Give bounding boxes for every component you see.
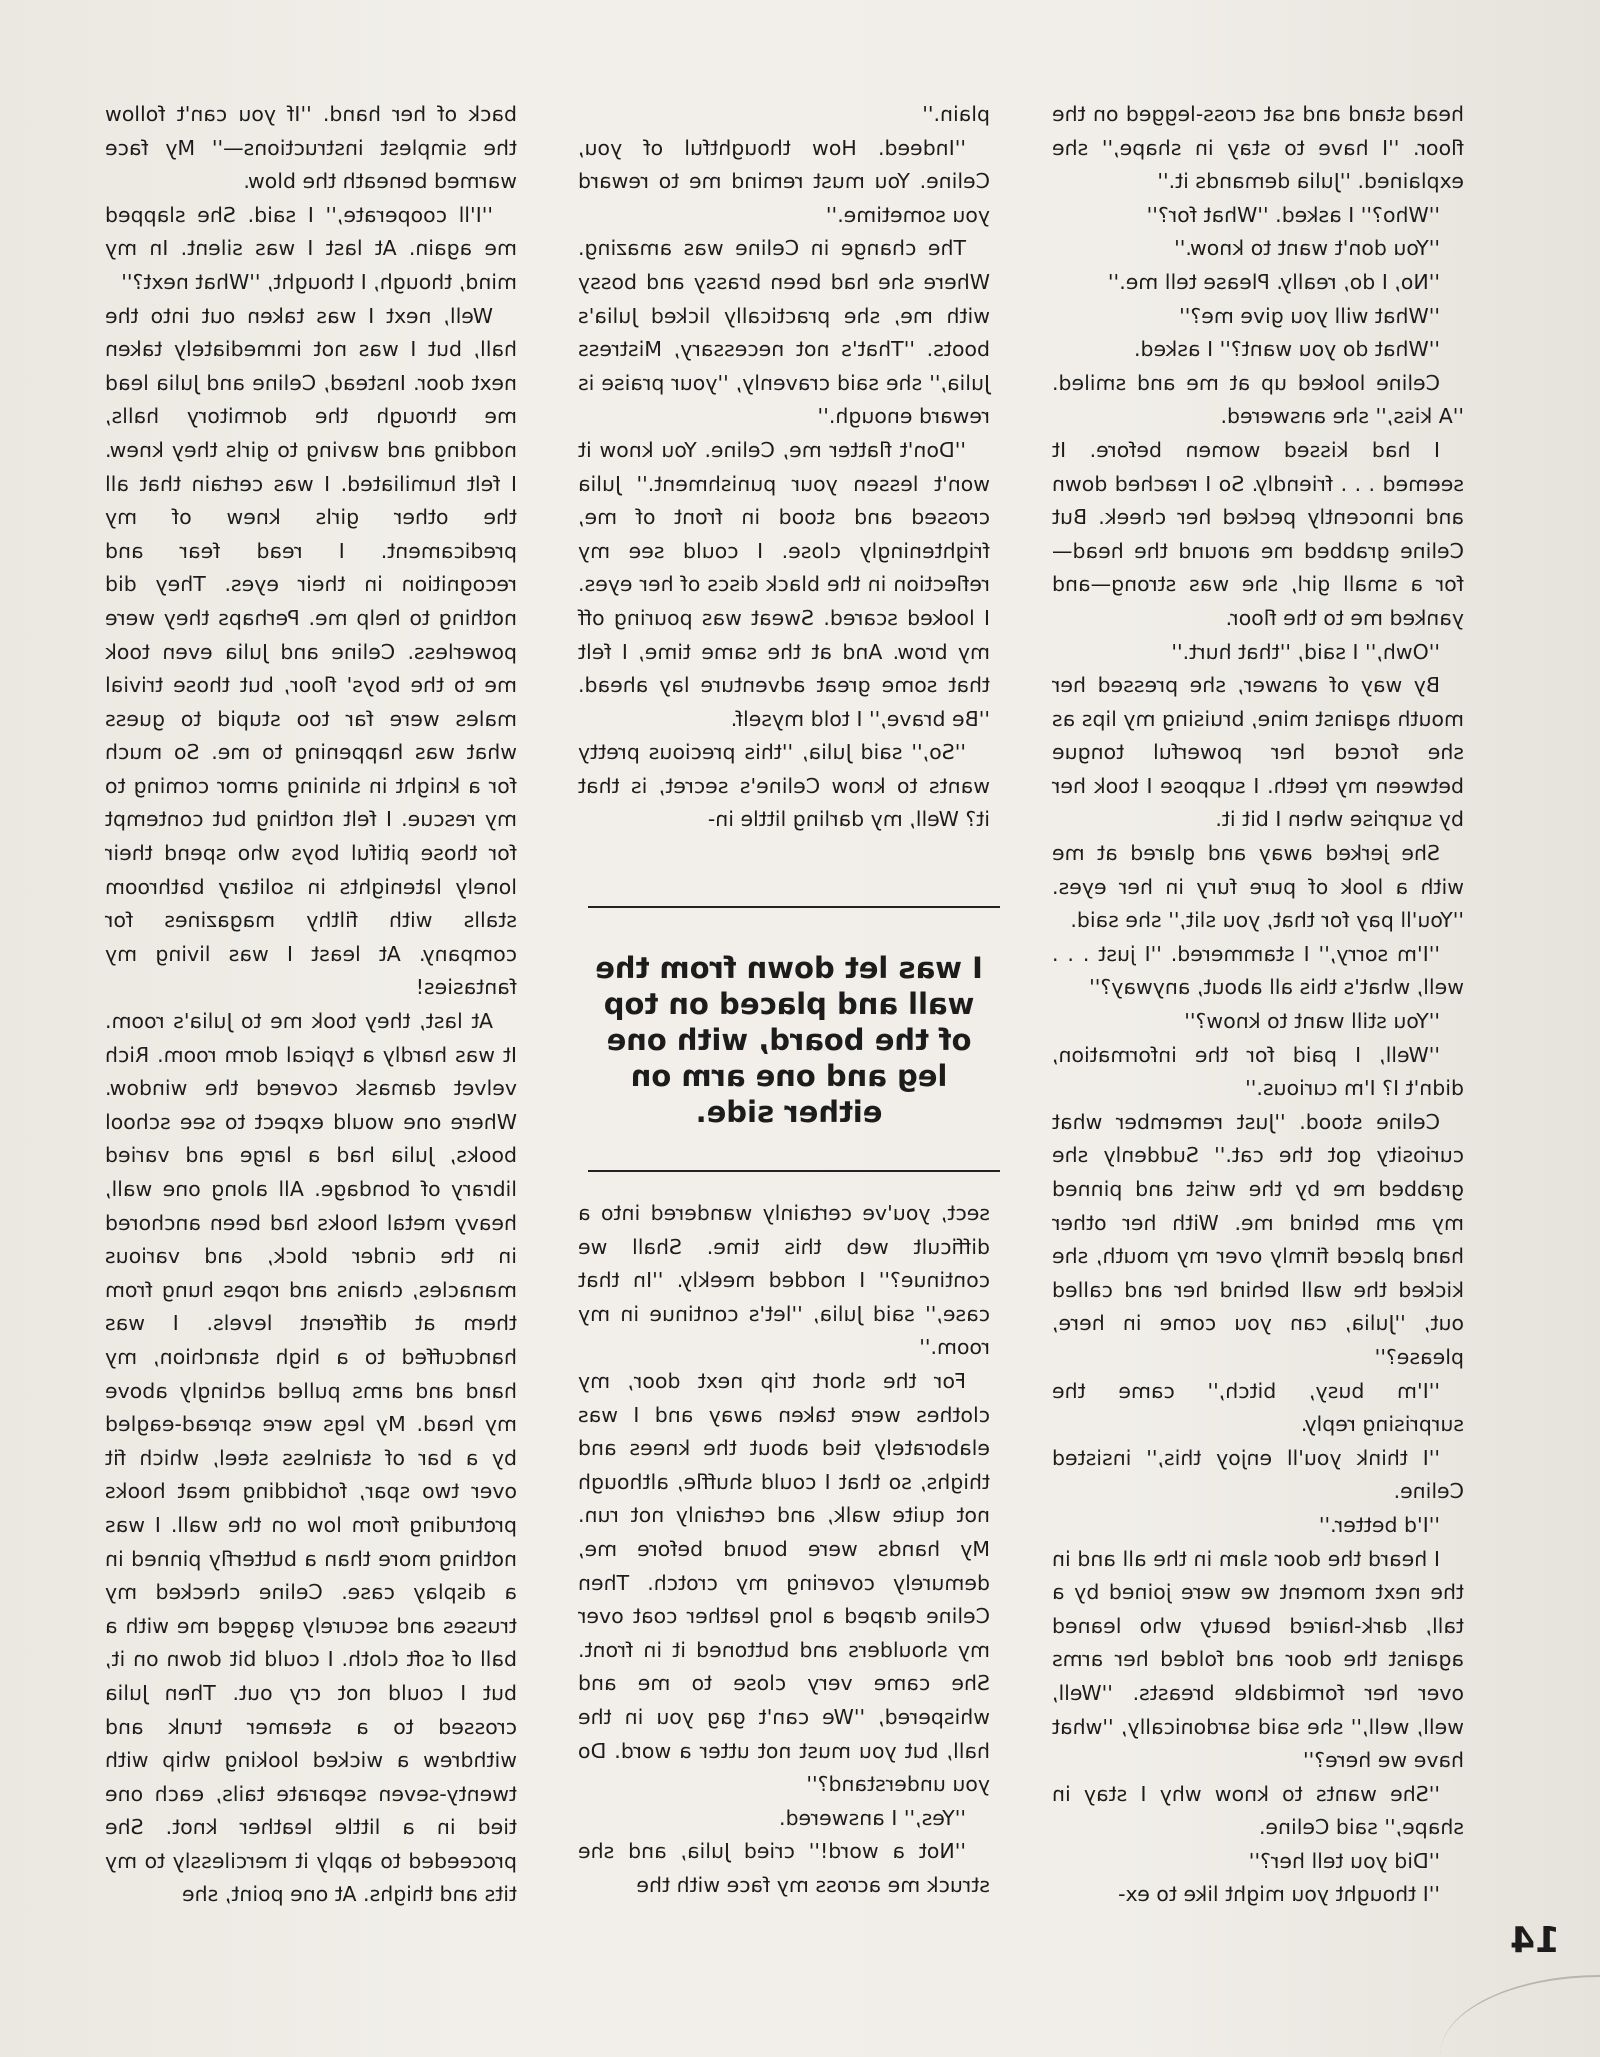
col1-paragraph: I heard the door slam in the all and in the next moment we were joined by a tall, dark-haired beauty who leaned against the door and folded her arms over her formidable breasts. ''Well, well, well,'' she said sardonically, ''what have we here?'': [1052, 1546, 1464, 1773]
col1-paragraph: ''I think you'll enjoy this,'' insisted Celine.: [1052, 1445, 1464, 1504]
column-3: [105, 98, 517, 1912]
col1-paragraph: Celine stood. ''Just remember what curiosity got the cat.'' Suddenly she grabbed me by the wrist and pinned my arm behind me. With her other hand placed firmly over my mouth, she kicked the wall behind her and called out, ''Julia, can you come in here, please?'': [1052, 1109, 1464, 1369]
column-2-continued: [578, 1197, 990, 1902]
col2-paragraph: ''Don't flatter me, Celine. You know it won't lessen your punishment.'' Julia crossed and stood in front of me, frighteningly close. I could see my reflection in the black discs of her eyes. I looked scared. Sweat was pouring off my brow. And at the same time, I felt that some great adventure lay ahead. ''Be brave,'' I told myself.: [578, 437, 990, 731]
page-number: 14: [1509, 1920, 1560, 1961]
col2-paragraph: plain.'': [922, 102, 990, 126]
col1-paragraph: ''You still want to know?'': [1184, 1009, 1440, 1034]
col1-paragraph: ''I thought you might like to ex-: [1118, 1882, 1440, 1907]
col3-paragraph: back of her hand. ''If you can't follow the simplest instructions—'' My face warmed beneath the blow.: [105, 102, 517, 194]
pull-quote-top-rule: [588, 906, 1000, 908]
column-1: [1052, 98, 1464, 1912]
col1-paragraph: ''I'd better.'': [1318, 1512, 1440, 1537]
column-2: [578, 98, 990, 837]
col1-paragraph: ''Well, I paid for the information, didn't I? I'm curious.'': [1052, 1042, 1464, 1101]
pull-quote: I was let down from the wall and placed on top of the board, with one leg and one arm on either side.: [595, 951, 983, 1129]
col2-paragraph: For the short trip next door, my clothes were taken away and I was elaborately tied about the knees and thighs, so that I could shuffle, although not quite walk, and certainly not run. My hands were bound before me, demurely covering my crotch. Then Celine draped a long leather coat over my shoulders and buttoned it in front. She came very close to me and whispered, ''We can't gag you in the hall, but you must not utter a word. Do you understand?'': [578, 1368, 990, 1797]
col2-paragraph: ''So,'' said Julia, ''this precious pretty wants to know Celine's secret, is that it? Well, my darling little in-: [578, 740, 990, 832]
col1-paragraph: ''What will you give me?'': [1179, 303, 1440, 328]
col2-paragraph: ''Yes,'' I answered.: [779, 1805, 966, 1830]
col1-paragraph: ''I'm busy, bitch,'' came the surprising reply.: [1052, 1378, 1464, 1437]
col3-paragraph: ''I'll cooperate,'' I said. She slapped me again. At last I was silent. In my mind, though, I thought, ''What next?'': [105, 202, 517, 294]
col1-paragraph: ''Who?'' I asked. ''What for?'': [1146, 202, 1440, 227]
col1-paragraph: She jerked away and glared at me with a look of pure fury in her eyes. ''You'll pay for that, you slit,'' she said.: [1052, 841, 1464, 933]
col2-paragraph: sect, you've certainly wandered into a difficult web this time. Shall we continue?'' I nodded meekly. ''In that case,'' said Julia, ''let's continue in my room.'': [578, 1201, 990, 1360]
col1-paragraph: ''What do you want?'' I asked.: [1133, 337, 1440, 362]
col2-paragraph: The change in Celine was amazing. Where she had been brassy and bossy with me, she practically licked Julia's boots. ''That's not necessary, Mistress Julia,'' she said cravenly, ''your praise is reward enough.'': [578, 236, 990, 429]
col3-paragraph: Well, next I was taken out into the hall, but I was not immediately taken next door. Instead, Celine and Julia lead me through the dormitory halls, nodding and waving to girls they knew. I felt humiliated. I was certain that all the other girls knew of my predicament. I read fear and recognition in their eyes. They did nothing to help me. Perhaps they were powerless. Celine and Julia even took me to the boys' floor, but those trivial males were far too stupid to guess what was happening to me. So much for a knight in shining armor coming to my rescue. I felt nothing but contempt for those pitiful boys who spend their lonely latenights in solitary bathroom stalls with filthy magazines for company. At least I was living my fantasies!: [105, 303, 517, 1000]
col2-paragraph: ''Indeed. How thoughtful of you, Celine. You must remind me to reward you sometime.'': [578, 135, 990, 227]
col1-paragraph: ''No, I do, really. Please tell me.'': [1107, 269, 1440, 294]
col1-paragraph: By way of answer, she pressed her mouth against mine, bruising my lips as she forced her powerful tongue between my teeth. I suppose I took her by surprise when I bit it.: [1052, 673, 1464, 832]
col3-paragraph: At last, they took me to Julia's room. It was hardly a typical dorm room. Rich velvet damask covered the window. Where one would expect to see school books, Julia had a large and varied library of bondage. All along one wall, heavy metal hooks had been anchored in the cinder block, and various manacles, chains and ropes hung from them at different levels. I was handcuffed to a high stanchion, my hand and arms pulled achingly above my head. My legs were spread-eagled by a bar of stainless steel, which fit over two spar, forbidding meat hooks protruding from low on the wall. I was nothing more than a butterfly pinned in a display case. Celine checked my trusses and securely gagged me with a ball of soft cloth. I could bit down on it, but I could not cry out. Then Julia crossed to a steamer trunk and withdrew a wicked looking whip with twenty-seven separate tails, each one tied in a little leather knot. She proceeded to apply it mercilessly to my tits and thighs. At one point, she: [105, 1009, 517, 1907]
col1-paragraph: ''Owh,'' I said, ''that hurt.'': [1171, 639, 1440, 664]
col1-paragraph: I had kissed women before. It seemed . . . friendly. So I reached down and innocently pecked her cheek. But Celine grabbed me around the head—for a small girl, she was strong—and yanked me to the floor.: [1052, 437, 1464, 630]
col2-top-block: [578, 98, 990, 837]
col1-paragraph: Celine looked up at me and smiled. ''A kiss,'' she answered.: [1052, 370, 1464, 429]
col1-paragraph: head stand and sat cross-legged on the floor. ''I have to stay in shape,'' she explained. ''Julia demands it.'': [1052, 102, 1464, 194]
col1-paragraph: ''I'm sorry,'' I stammered. ''I just . . . well, what's this all about, anyway?'': [1052, 941, 1464, 1000]
col1-paragraph: ''She wants to know why I stay in shape,'' said Celine.: [1052, 1781, 1464, 1840]
col1-paragraph: ''Did you tell her?'': [1248, 1848, 1440, 1873]
col2-paragraph: ''Not a word!'' cried Julia, and she struck me across my face with the: [578, 1839, 990, 1897]
col1-paragraph: ''You don't want to know.'': [1174, 236, 1440, 261]
pull-quote-bottom-rule: [588, 1170, 1000, 1172]
